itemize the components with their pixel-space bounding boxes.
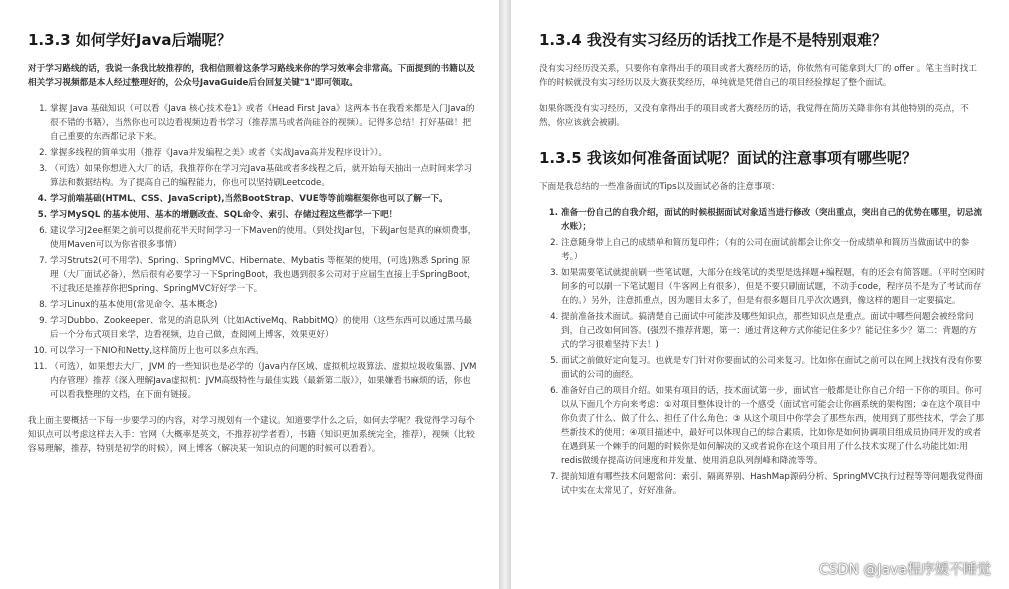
page-gutter: [499, 0, 511, 589]
list-item: 6. 建议学习J2ee框架之前可以提前花半天时间学习一下Maven的使用。（到处找Jar包，下载Jar包是真的麻烦费事，使用Maven可以为你省很多事情）: [50, 224, 477, 252]
learning-path-list: [28, 102, 477, 402]
interview-tips-list: [539, 206, 985, 498]
list-item: 1. 掌握 Java 基础知识（可以看《Java 核心技术卷1》或者《Head First Java》这两本书在我看来都是入门Java的很不错的书籍），当然你也可以边看视频边看书学习（推荐黑马或者尚硅谷的视频）。记得多总结！打好基础！把自己重要的东西都记录下来。: [50, 102, 477, 144]
list-item: 9. 学习Dubbo、Zookeeper、常见的消息队列（比如ActiveMq、RabbitMQ）的使用（这些东西可以通过黑马最后一个分布式项目来学，边看视频，边自己做，查阅网上博客，效果更好）: [50, 314, 477, 342]
list-item: 11. （可选），如果想去大厂，JVM 的一些知识也是必学的（Java内存区域、虚拟机垃圾算法、虚拟垃圾收集器、JVM内存管理）推荐《深入理解Java虚拟机：JVM高级特性与最佳实践（最新第二版）》，如果嫌看书麻烦的话，你也可以看我整理的文档，在下面有链接。: [50, 360, 477, 402]
list-item: 6. 准备好自己的项目介绍。如果有项目的话，技术面试第一步，面试官一般都是让你自己介绍一下你的项目。你可以从下面几个方向来考虑：①对项目整体设计的一个感受（面试官可能会让你画系统的架构图；②在这个项目中你负责了什么、做了什么、担任了什么角色；③ 从这个项目中你学会了那些东西，使用到了那些技术，学会了那些新技术的使用；④项目描述中，最好可以体现自己的综合素质，比如你是如何协调项目组成员协同开发的或者在遇到某一个棘手的问题的时候你是如何解决的又或者说你在这个项目用了什么技术实现了什么功能比如:用redis做缓存提高访问速度和并发量、使用消息队列削峰和降流等等。: [561, 384, 985, 468]
list-item: 8. 学习Linux的基本使用(常见命令、基本概念): [50, 298, 477, 312]
list-item: 2. 掌握多线程的简单实用（推荐《Java并发编程之美》或者《实战Java高并发程序设计》）。: [50, 146, 477, 160]
list-item: 5. 学习MySQL 的基本使用、基本的增删改查、SQL命令、索引、存储过程这些都学一下吧！: [50, 208, 477, 222]
list-item: 7. 提前知道有哪些技术问题常问：索引、隔离界别、HashMap源码分析、SpringMVC执行过程等等问题我觉得面试中实在太常见了，好好准备。: [561, 470, 985, 498]
left-page: [0, 0, 499, 589]
internship-paragraph-2: 如果你既没有实习经历，又没有拿得出手的项目或者大赛经历的话，我觉得在简历关降非你有其他特别的亮点，不然，你应该就会被刷。: [539, 104, 969, 128]
list-item: 1. 准备一份自己的自我介绍，面试的时候根据面试对象适当进行修改（突出重点，突出自己的优势在哪里，切忌流水账）；: [561, 206, 985, 234]
right-page: [511, 0, 1009, 589]
list-item: 10. 可以学习一下NIO和Netty,这样简历上也可以多点东西。: [50, 344, 477, 358]
list-item: 5. 面试之前做好定向复习。也就是专门针对你要面试的公司来复习。比如你在面试之前可以在网上找找有没有你要面试的公司的面经。: [561, 354, 985, 382]
section-title-1-3-5: 1.3.5 我该如何准备面试呢？面试的注意事项有哪些呢？: [539, 149, 917, 167]
section-title-1-3-3: 1.3.3 如何学好Java后端呢？: [28, 31, 232, 49]
internship-paragraph-1: 没有实习经历没关系，只要你有拿得出手的项目或者大赛经历的话，你依然有可能拿到大厂的 offer 。笔主当时找工作的时候就没有实习经历以及大赛获奖经历，单纯就是凭借自己的项目经验撑起了整个面试。: [539, 64, 977, 88]
list-item: 4. 提前准备技术面试。搞清楚自己面试中可能涉及哪些知识点，那些知识点是重点。面试中哪些问题会被经常问到，自己改如何回答。(强烈不推荐背题，第一：通过背这种方式你能记住多少？能记住多少？第二：背题的方式的学习很难坚持下去！): [561, 310, 985, 352]
outro-paragraph: 我上面主要概括一下每一步要学习的内容，对学习规划有一个建议。知道要学什么之后，如何去学呢？我觉得学习每个知识点可以考虑这样去入手：官网（大概率是英文，不推荐初学者看），书籍（知识更加系统完全，推荐），视频（比较容易理解，推荐，特别是初学的时候），网上博客（解决某一知识点的问题的时候可以看看）。: [28, 416, 475, 454]
list-item: 3. （可选）如果你想进入大厂的话，我推荐你在学习完Java基础或者多线程之后，就开始每天抽出一点时间来学习算法和数据结构。为了提高自己的编程能力，你也可以坚持刷Leetcode。: [50, 162, 477, 190]
list-item: 3. 如果需要笔试就提前刷一些笔试题，大部分在线笔试的类型是选择题+编程题，有的还会有简答题。（平时空闲时间多的可以刷一下笔试题目（牛客网上有很多），但是不要只刷面试题，不动手code，程序员不是为了考试而存在的。）另外，注意抓重点，因为题目太多了，但是有很多题目几乎次次遇到，像这样的题目一定要搞定。: [561, 266, 985, 308]
list-item: 2. 注意随身带上自己的成绩单和简历复印件；（有的公司在面试前都会让你交一份成绩单和简历当做面试中的参考。）: [561, 236, 985, 264]
tips-intro: 下面是我总结的一些准备面试的Tips以及面试必备的注意事项：: [539, 182, 780, 192]
intro-paragraph: 对于学习路线的话，我说一条我比较推荐的，我相信照着这条学习路线来你的学习效率会非常高。下面提到的书籍以及相关学习视频都是本人经过整理好的，公众号JavaGuide后台回复关键"1"即可领取。: [28, 64, 475, 88]
csdn-watermark: CSDN @Java程序媛不睡觉: [819, 562, 991, 578]
section-title-1-3-4: 1.3.4 我没有实习经历的话找工作是不是特别艰难？: [539, 31, 887, 49]
list-item: 4. 学习前端基础(HTML、CSS、JavaScript),当然BootStrap、VUE等等前端框架你也可以了解一下。: [50, 192, 477, 206]
list-item: 7. 学习Struts2(可不用学)、Spring、SpringMVC、Hibernate、Mybatis 等框架的使用，(可选)熟悉 Spring 原理（大厂面试必备），然后很有必要学习一下SpringBoot，我也遇到很多公司对于应届生直接上手SpringBoot，不过我还是推荐你把Spring、SpringMVC好好学一下。: [50, 254, 477, 296]
